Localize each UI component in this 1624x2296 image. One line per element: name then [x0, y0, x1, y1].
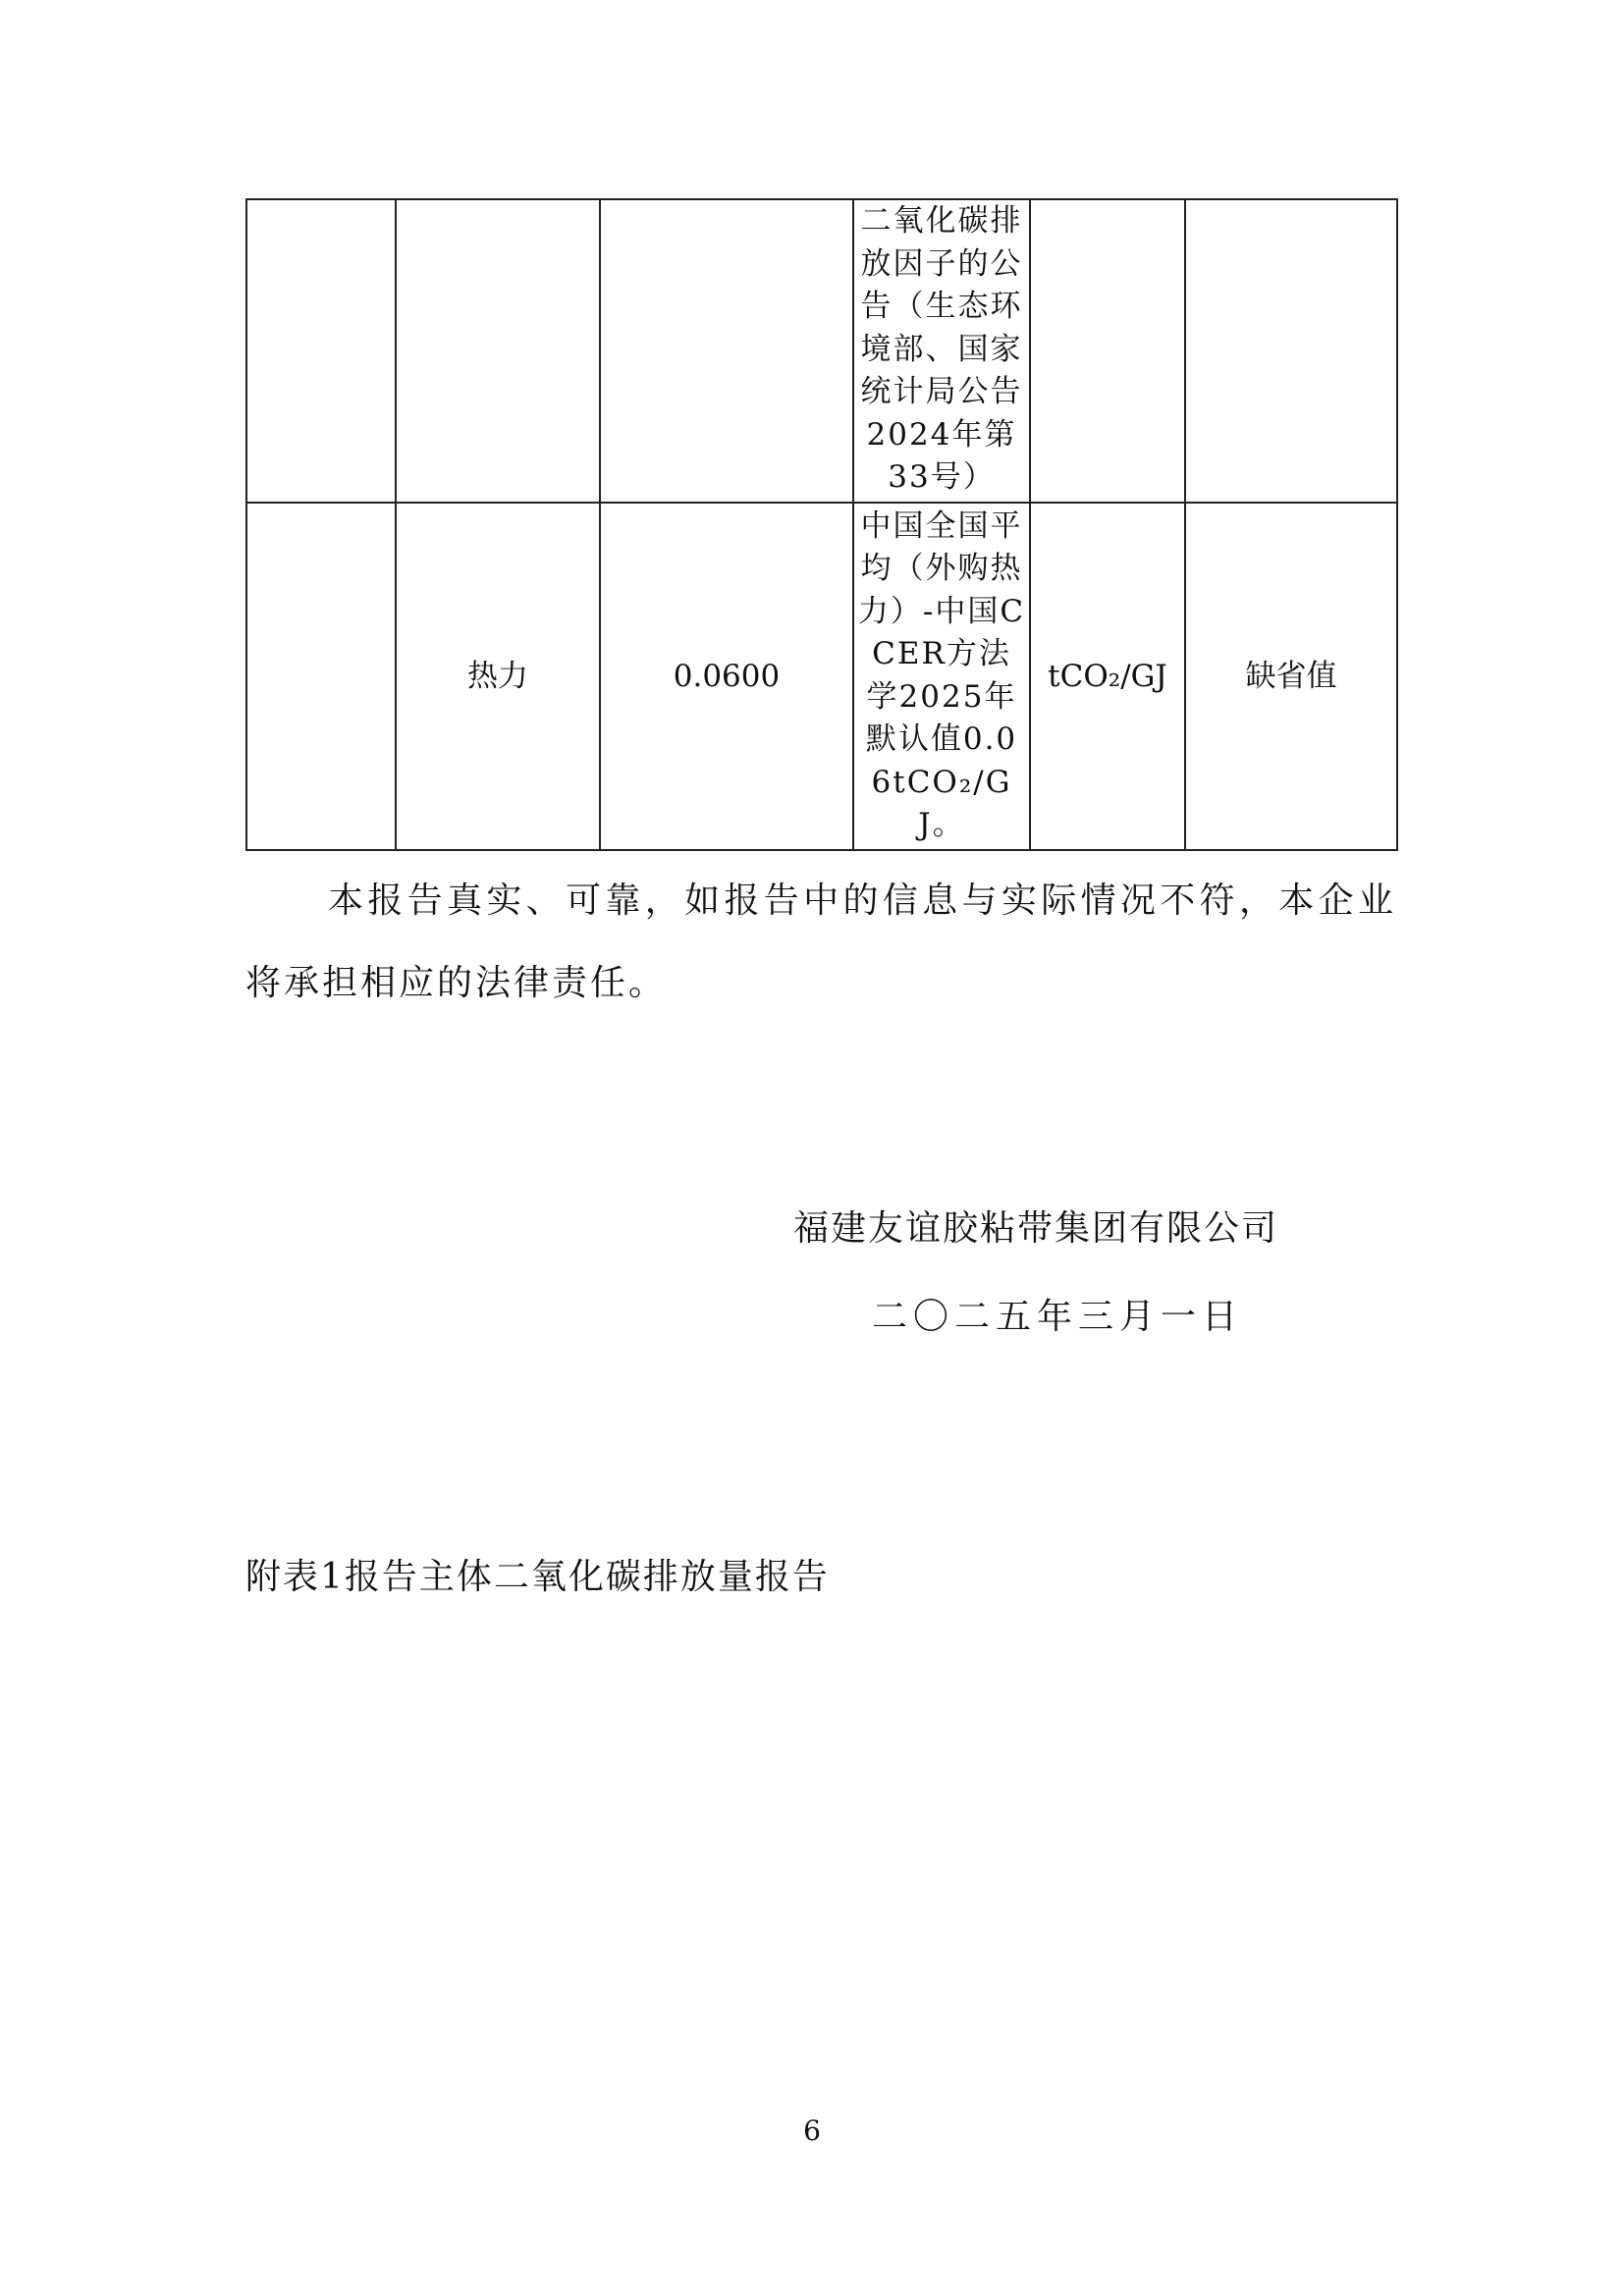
table-cell-source [853, 503, 1030, 850]
table-cell-category [246, 199, 396, 503]
emission-factor-value: 0.0600 [673, 658, 781, 694]
table-cell-type [396, 199, 600, 503]
data-source-label: 缺省值 [1245, 658, 1337, 694]
table-cell-data-source [1185, 503, 1397, 850]
table-cell-value [600, 199, 853, 503]
table-cell-unit [1030, 199, 1185, 503]
unit-label: tCO₂/GJ [1048, 658, 1167, 694]
table-row [246, 199, 1397, 503]
table-cell-type [396, 503, 600, 850]
signature-date: 二〇二五年三月一日 [872, 1297, 1244, 1337]
table-cell-data-source [1185, 199, 1397, 503]
source-text: 二氧化碳排放因子的公告（生态环境部、国家统计局公告2024年第33号） [860, 203, 1023, 495]
company-name: 福建友谊胶粘带集团有限公司 [793, 1208, 1279, 1249]
table-cell-category [246, 503, 396, 850]
appendix-title: 附表1报告主体二氧化碳排放量报告 [245, 1557, 830, 1597]
emission-type-label: 热力 [467, 658, 528, 694]
table-cell-source [853, 199, 1030, 503]
emission-factor-table [245, 198, 1398, 851]
source-text: 中国全国平均（外购热力）-中国CCER方法学2025年默认值0.06tCO₂/GJ。 [857, 507, 1026, 842]
declaration-statement: 本报告真实、可靠，如报告中的信息与实际情况不符，本企业将承担相应的法律责任。 [245, 881, 1396, 1003]
table-row [246, 503, 1397, 850]
page-number: 6 [803, 2114, 821, 2147]
table-cell-unit [1030, 503, 1185, 850]
table-cell-value [600, 503, 853, 850]
